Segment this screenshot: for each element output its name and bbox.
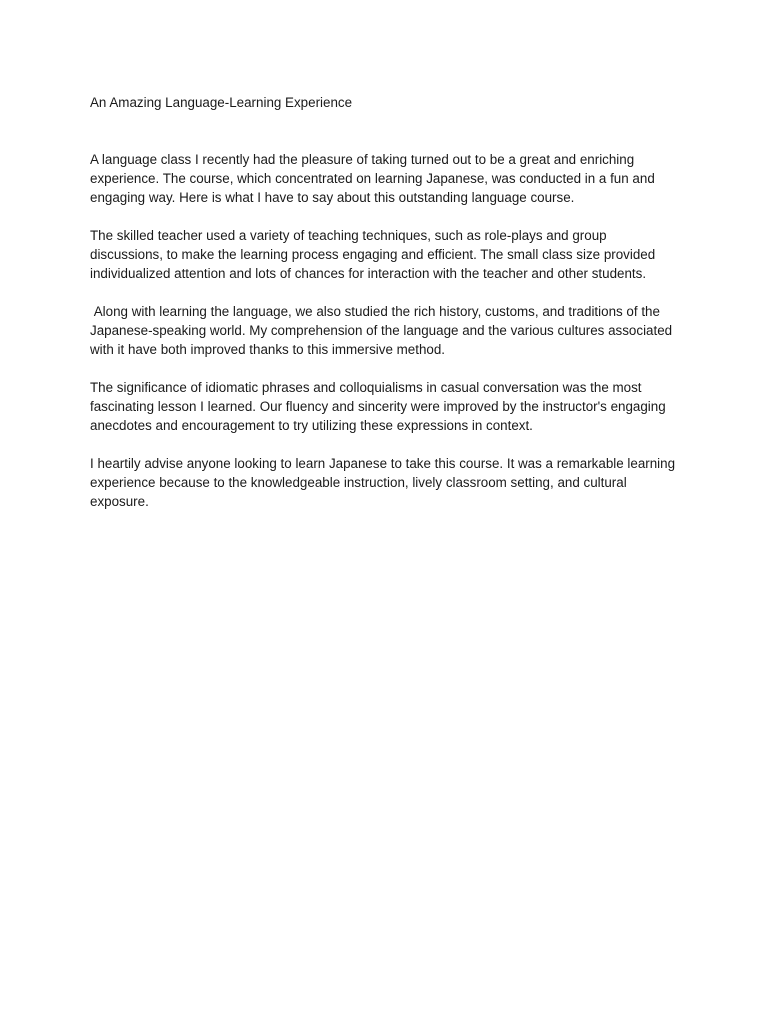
document-title: An Amazing Language-Learning Experience [90,95,353,110]
paragraph-2: The skilled teacher used a variety of teaching techniques, such as role-plays and group discussions, to make the learning process engaging and efficient. The small class size provided individualized attention and lots of chances for interaction with the teacher and other students. [90,228,659,281]
document-body [90,93,680,530]
paragraph-5: I heartily advise anyone looking to learn Japanese to take this course. It was a remarkable learning experience because to the knowledgeable instruction, lively classroom setting, and cultural exposure. [90,456,679,509]
paragraph-1: A language class I recently had the pleasure of taking turned out to be a great and enriching experience. The course, which concentrated on learning Japanese, was conducted in a fun and engaging way. Here is what I have to say about this outstanding language course. [90,152,659,205]
paragraph-3: Along with learning the language, we also studied the rich history, customs, and traditions of the Japanese-speaking world. My comprehension of the language and the various cultures associated with it have both improved thanks to this immersive method. [90,304,676,357]
paragraph-4: The significance of idiomatic phrases and colloquialisms in casual conversation was the most fascinating lesson I learned. Our fluency and sincerity were improved by the instructor's engaging anecdotes and encouragement to try utilizing these expressions in context. [90,380,670,433]
